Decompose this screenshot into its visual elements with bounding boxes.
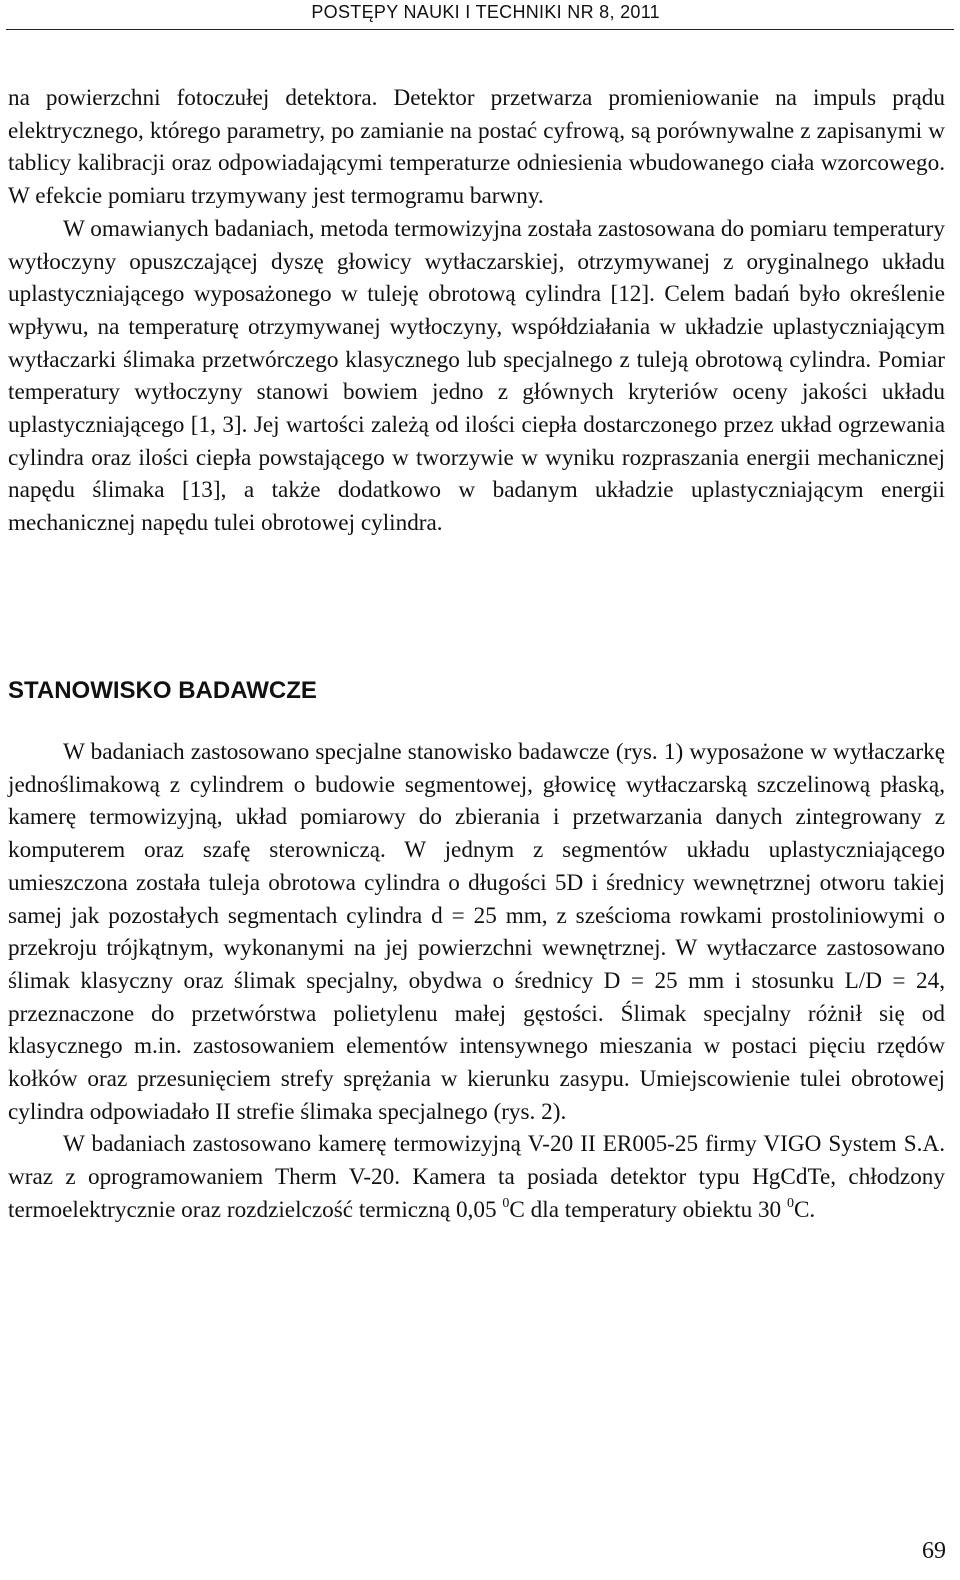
intro-paragraph-1: na powierzchni fotoczułej detektora. Detektor przetwarza promieniowanie na impuls prądu elektrycznego, którego parametry, po zamianie na postać cyfrową, są porównywalne z zapisanymi w tablicy kalibracji oraz odpowiadającymi temperaturze odniesienia wbudowanego ciała wzorcowego. W efekcie pomiaru trzymywany jest termogramu barwny. [8,85,945,210]
page-number: 69 [922,1538,946,1564]
section-heading: STANOWISKO BADAWCZE [8,677,317,704]
intro-text-block [8,82,945,540]
intro-paragraph-2: W omawianych badaniach, metoda termowizyjna została zastosowana do pomiaru temperatury wytłoczyny opuszczającej dyszę głowicy wytłaczarskiej, otrzymywanej z oryginalnego układu uplastyczniającego wyposażonego w tuleję obrotową cylindra [12]. Celem badań było określenie wpływu, na temperaturę otrzymywanej wytłoczyny, współdziałania w układzie uplastyczniającym wytłaczarki ślimaka przetwórczego klasycznego lub specjalnego z tuleją obrotową cylindra. Pomiar temperatury wytłoczyny stanowi bowiem jedno z głównych kryteriów oceny jakości układu uplastyczniającego [1, 3]. Jej wartości zależą od ilości ciepła dostarczonego przez układ ogrzewania cylindra oraz ilości ciepła powstającego w tworzywie w wyniku rozpraszania energii mechanicznej napędu ślimaka [13], a także dodatkowo w badanym układzie uplastyczniającym energii mechanicznej napędu tulei obrotowej cylindra. [8,215,945,537]
paragraph-2-main-text: W badaniach zastosowano kamerę termowizyjną V-20 II ER005-25 firmy VIGO System S.A. wraz z oprogramowaniem Therm V-20. Kamera ta posiada detektor typu HgCdTe, chłodzony termoelektrycznie oraz rozdzielczość termiczną 0,05 [8,1131,945,1223]
paragraph-2-middle-text: C dla temperatury obiektu 30 [509,1196,782,1223]
header-rule [6,29,954,30]
degree-superscript-1: 0 [502,1196,510,1212]
section-paragraph-1: W badaniach zastosowano specjalne stanowisko badawcze (rys. 1) wyposażone w wytłaczarkę jednoślimakową z cylindrem o budowie segmentowej, głowicę wytłaczarską szczelinową płaską, kamerę termowizyjną, układ pomiarowy do zbierania i przetwarzania danych zintegrowany z komputerem oraz szafę sterowniczą. W jednym z segmentów układu uplastyczniającego umieszczona została tuleja obrotowa cylindra o długości 5D i średnicy wewnętrznej otworu takiej samej jak pozostałych segmentach cylindra d = 25 mm, z sześcioma rowkami prostoliniowymi o przekroju trójkątnym, wykonanymi na jej powierzchni wewnętrznej. W wytłaczarce zastosowano ślimak klasyczny oraz ślimak specjalny, obydwa o średnicy D = 25 mm i stosunku L/D = 24, przeznaczone do przetwórstwa polietylenu małej gęstości. Ślimak specjalny różnił się od klasycznego m.in. zastosowaniem elementów intensywnego mieszania w postaci pięciu rzędów kołków oraz przesunięciem strefy sprężania w kierunku zasypu. Umiejscowienie tulei obrotowej cylindra odpowiadało II strefie ślimaka specjalnego (rys. 2). [8,739,945,1125]
running-header: POSTĘPY NAUKI I TECHNIKI NR 8, 2011 [311,2,660,22]
section-text-block [8,736,945,1227]
section-paragraph-2 [8,1128,945,1226]
degree-superscript-2: 0 [786,1196,794,1212]
paragraph-2-end-text: C. [793,1196,816,1223]
